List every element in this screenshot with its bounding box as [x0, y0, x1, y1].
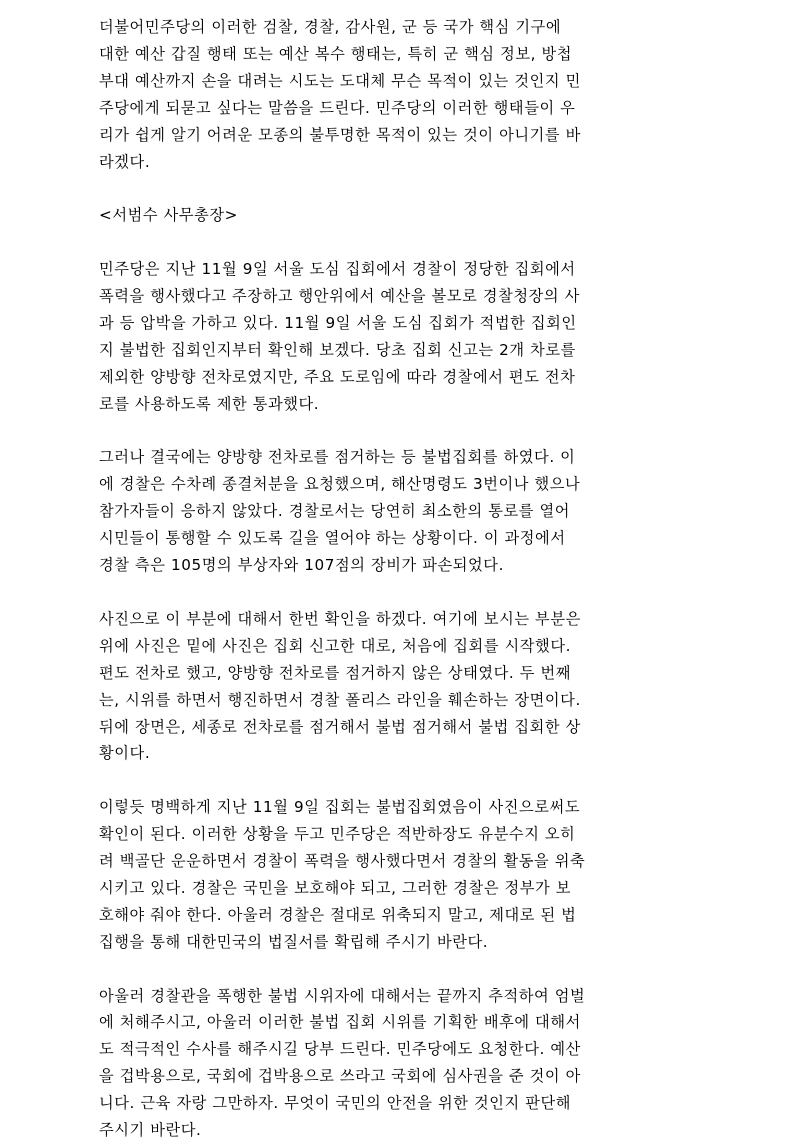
text-line: 제외한 양방향 전차로였지만, 주요 도로임에 따라 경찰에서 편도 전차 — [99, 367, 576, 386]
paragraph-spacer — [99, 418, 695, 445]
text-line: 편도 전차로 했고, 양방향 전차로를 점거하지 않은 상태였다. 두 번째 — [99, 663, 572, 682]
text-line: 는, 시위를 하면서 행진하면서 경찰 폴리스 라인을 훼손하는 장면이다. — [99, 690, 581, 709]
text-line: 려 백골단 운운하면서 경찰이 폭력을 행사했다면서 경찰의 활동을 위축 — [99, 852, 586, 871]
text-line: 주시기 바란다. — [99, 1121, 202, 1140]
paragraph — [99, 444, 695, 579]
paragraph-spacer — [99, 175, 695, 202]
paragraph — [99, 14, 695, 175]
text-line: 확인이 된다. 이러한 상황을 두고 민주당은 적반하장도 유분수지 오히 — [99, 825, 576, 844]
paragraph-spacer — [99, 767, 695, 794]
text-line: 로를 사용하도록 제한 통과했다. — [99, 394, 320, 413]
text-line: 위에 사진은 밑에 사진은 집회 신고한 대로, 처음에 집회를 시작했다. — [99, 636, 572, 655]
text-line: 시키고 있다. 경찰은 국민을 보호해야 되고, 그러한 경찰은 정부가 보 — [99, 878, 572, 897]
text-line: 참가자들이 응하지 않았다. 경찰로서는 당연히 최소한의 통로를 열어 — [99, 502, 571, 521]
text-line: 을 겁박용으로, 국회에 겁박용으로 쓰라고 국회에 심사권을 준 것이 아 — [99, 1067, 581, 1086]
speaker-heading: <서범수 사무총장> — [99, 206, 238, 225]
paragraph — [99, 256, 695, 417]
text-line: 더불어민주당의 이러한 검찰, 경찰, 감사원, 군 등 국가 핵심 기구에 — [99, 18, 562, 36]
paragraph — [99, 606, 695, 767]
text-line: 대한 예산 갑질 행태 또는 예산 복수 행태는, 특히 군 핵심 정보, 방첩 — [99, 44, 573, 63]
document-body — [99, 14, 695, 1144]
text-line: 그러나 결국에는 양방향 전차로를 점거하는 등 불법집회를 하였다. 이 — [99, 448, 576, 467]
text-line: 에 처해주시고, 아울러 이러한 불법 집회 시위를 기획한 배후에 대해서 — [99, 1013, 581, 1032]
text-line: 민주당은 지난 11월 9일 서울 도심 집회에서 경찰이 정당한 집회에서 — [99, 260, 576, 279]
text-line: 집행을 통해 대한민국의 법질서를 확립해 주시기 바란다. — [99, 932, 489, 951]
text-line: 황이다. — [99, 744, 151, 763]
text-line: 폭력을 행사했다고 주장하고 행안위에서 예산을 볼모로 경찰청장의 사 — [99, 287, 580, 306]
paragraph-spacer — [99, 956, 695, 983]
text-line: 도 적극적인 수사를 해주시길 당부 드린다. 민주당에도 요청한다. 예산 — [99, 1040, 581, 1059]
text-line: 니다. 근육 자랑 그만하자. 무엇이 국민의 안전을 위한 것인지 판단해 — [99, 1094, 572, 1113]
text-line: 뒤에 장면은, 세종로 전차로를 점거해서 불법 점거해서 불법 집회한 상 — [99, 717, 581, 736]
text-line: 이렇듯 명백하게 지난 11월 9일 집회는 불법집회였음이 사진으로써도 — [99, 798, 581, 817]
text-line: 아울러 경찰관을 폭행한 불법 시위자에 대해서는 끝까지 추적하여 엄벌 — [99, 986, 586, 1005]
paragraph-spacer — [99, 579, 695, 606]
text-line: 경찰 측은 105명의 부상자와 107점의 장비가 파손되었다. — [99, 556, 504, 575]
paragraph-spacer — [99, 229, 695, 256]
text-line: 주당에게 되묻고 싶다는 말씀을 드린다. 민주당의 이러한 행태들이 우 — [99, 98, 576, 117]
text-line: 리가 쉽게 알기 어려운 모종의 불투명한 목적이 있는 것이 아니기를 바 — [99, 125, 581, 144]
text-line: 라겠다. — [99, 152, 151, 171]
paragraph — [99, 983, 695, 1144]
text-line: 사진으로 이 부분에 대해서 한번 확인을 하겠다. 여기에 보시는 부분은 — [99, 609, 581, 628]
text-line: 부대 예산까지 손을 대려는 시도는 도대체 무슨 목적이 있는 것인지 민 — [99, 71, 581, 90]
text-line: 시민들이 통행할 수 있도록 길을 열어야 하는 상황이다. 이 과정에서 — [99, 529, 566, 548]
text-line: 에 경찰은 수차례 종결처분을 요청했으며, 해산명령도 3번이나 했으나 — [99, 475, 581, 494]
text-line: 과 등 압박을 가하고 있다. 11월 9일 서울 도심 집회가 적법한 집회인 — [99, 313, 577, 332]
paragraph — [99, 794, 695, 955]
text-line: 지 불법한 집회인지부터 확인해 보겠다. 당초 집회 신고는 2개 차로를 — [99, 340, 576, 359]
text-line: 호해야 줘야 한다. 아울러 경찰은 절대로 위축되지 말고, 제대로 된 법 — [99, 905, 577, 924]
